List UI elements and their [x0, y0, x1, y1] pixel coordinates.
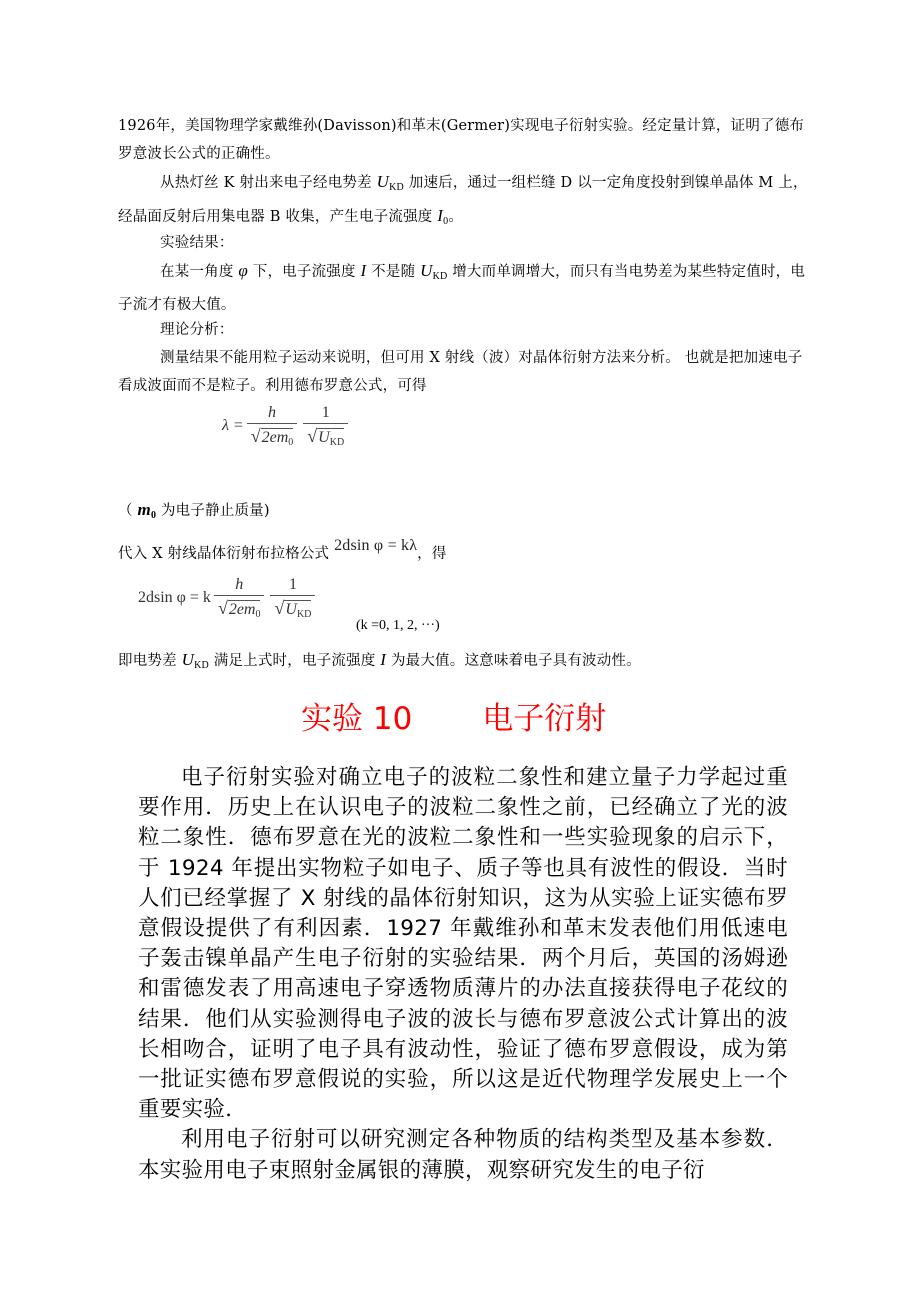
- formula2-lhs: 2dsin φ = k: [138, 589, 211, 606]
- setup-text-c: 。: [448, 209, 464, 225]
- formula2-frac2: $\frac{1}{√U_{KD}}$: [270, 576, 315, 620]
- experiment-number: 实验 10: [301, 701, 413, 737]
- var-I0: $I_0$: [437, 206, 449, 227]
- formula1-frac2: $\frac{1}{√U_{KD}}$: [303, 404, 348, 448]
- var-phi: φ: [238, 261, 248, 280]
- experiment-heading: [0, 696, 920, 742]
- setup-text-b: 加速后，通过一组栏缝 D 以一定角度投射到镍单晶体 M 上，经晶面反射后用集电器 B 收集，产生电子流强度: [118, 175, 808, 225]
- mass-note: （ $m_0$ 为电子静止质量): [118, 500, 270, 521]
- intro-section: [138, 763, 788, 1186]
- k-condition: (k =0, 1, 2, ···): [356, 618, 440, 633]
- formula2-frac1: $\frac{h}{√2em_0}$: [214, 576, 265, 620]
- var-U: $U_{KD}$: [376, 172, 404, 193]
- davisson-paragraph: [118, 112, 808, 168]
- results-paragraph: [118, 257, 808, 319]
- results-text-c: 不是随: [366, 264, 421, 280]
- results-text-d: 增大而单调增大，而只有当电势差为某些特定值时，电子流才有极大值。: [118, 264, 806, 313]
- analysis-paragraph: 测量结果不能用粒子运动来说明，但可用 X 射线（波）对晶体衍射方法来分析。 也就是把加速电子看成波面而不是粒子。利用德布罗意公式，可得: [118, 350, 803, 394]
- bragg-paragraph: [118, 537, 808, 568]
- bragg-text-b: ，得: [417, 546, 447, 562]
- davisson-text: 1926年，美国物理学家戴维孙(Davisson)和革末(Germer)实现电子衍射实验。经定量计算，证明了德布罗意波长公式的正确性。: [118, 118, 805, 162]
- experiment-title: 电子衍射: [482, 701, 607, 737]
- diffraction-max-formula: [138, 576, 318, 620]
- results-label: 实验结果：: [160, 235, 234, 251]
- bragg-formula: 2dsin φ = kλ: [334, 537, 418, 554]
- analysis-label: 理论分析：: [160, 322, 234, 338]
- results-text-a: 在某一角度: [160, 264, 239, 280]
- intro-paragraph-1: 电子衍射实验对确立电子的波粒二象性和建立量子力学起过重要作用．历史上在认识电子的波粒二象性之前，已经确立了光的波粒二象性．德布罗意在光的波粒二象性和一些实验现象的启示下，于 1924 年提出实物粒子如电子、质子等也具有波性的假设．当时人们已经掌握了 X 射线的晶体衍射知识，这为从实验上证实德布罗意假设提供了有利因素．1927 年戴维孙和革末发表他们用低速电子轰击镍单晶产生电子衍射的实验结果．两个月后，英国的汤姆逊和雷德发表了用高速电子穿透物质薄片的办法直接获得电子花纹的结果．他们从实验测得电子波的波长与德布罗意波公式计算出的波长相吻合，证明了电子具有波动性，验证了德布罗意假设，成为第一批证实德布罗意假说的实验，所以这是近代物理学发展史上一个重要实验．: [138, 765, 788, 1123]
- results-text-b: 下，电子流强度: [247, 264, 361, 280]
- formula1-frac1: $\frac{h}{√2em_0}$: [247, 404, 298, 448]
- formula1-lhs: λ =: [222, 417, 244, 434]
- de-broglie-formula: [222, 404, 351, 448]
- conclusion-paragraph: 即电势差 $U_{KD}$ 满足上式时，电子流强度 I 为最大值。这意味着电子具有波动性。: [118, 650, 641, 671]
- setup-paragraph: [118, 168, 808, 236]
- var-I: I: [360, 261, 367, 280]
- var-UKD: $U_{KD}$: [420, 261, 448, 282]
- setup-text-a: 从热灯丝 K 射出来电子经电势差: [160, 175, 377, 191]
- bragg-text-a: 代入 X 射线晶体衍射布拉格公式: [118, 546, 335, 562]
- intro-paragraph-2: 利用电子衍射可以研究测定各种物质的结构类型及基本参数．本实验用电子束照射金属银的薄膜，观察研究发生的电子衍: [138, 1127, 788, 1183]
